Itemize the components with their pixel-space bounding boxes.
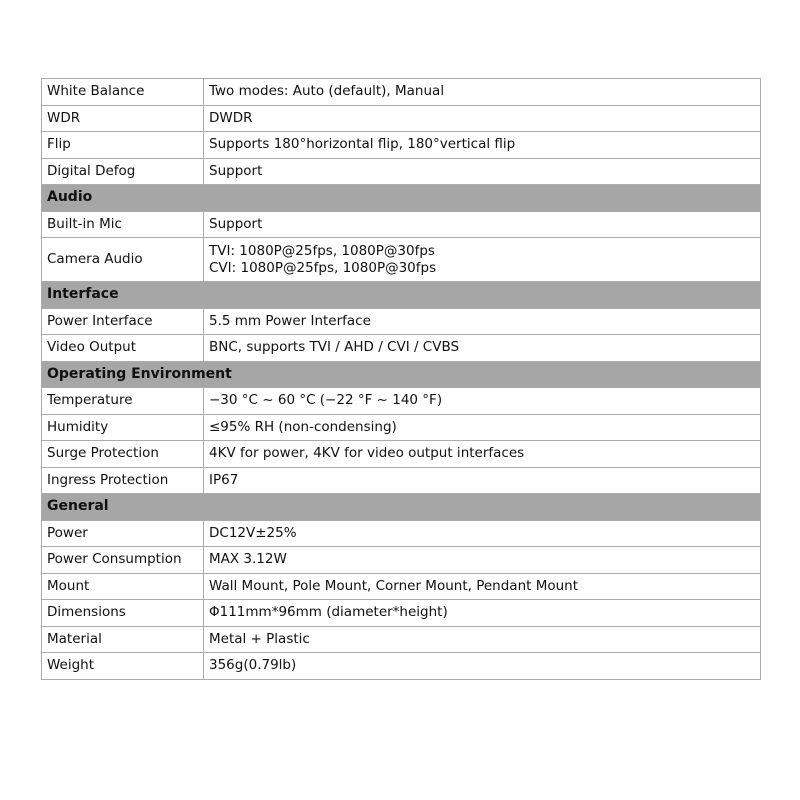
spec-value: MAX 3.12W — [204, 547, 761, 574]
section-header-row — [42, 185, 761, 212]
spec-value: BNC, supports TVI / AHD / CVI / CVBS — [204, 335, 761, 362]
spec-row — [42, 158, 761, 185]
spec-value: IP67 — [204, 467, 761, 494]
spec-row — [42, 626, 761, 653]
spec-value: DC12V±25% — [204, 520, 761, 547]
spec-label: Temperature — [42, 388, 204, 415]
spec-value: DWDR — [204, 105, 761, 132]
section-title: General — [42, 494, 761, 521]
spec-row — [42, 105, 761, 132]
spec-row — [42, 600, 761, 627]
spec-value: Φ111mm*96mm (diameter*height) — [204, 600, 761, 627]
section-title: Interface — [42, 282, 761, 309]
spec-label: Ingress Protection — [42, 467, 204, 494]
spec-row — [42, 335, 761, 362]
spec-row — [42, 520, 761, 547]
spec-value: 356g(0.79lb) — [204, 653, 761, 680]
spec-value: 4KV for power, 4KV for video output interfaces — [204, 441, 761, 468]
spec-row — [42, 547, 761, 574]
spec-label: Flip — [42, 132, 204, 159]
spec-value: Two modes: Auto (default), Manual — [204, 79, 761, 106]
spec-label: Power — [42, 520, 204, 547]
spec-label: Weight — [42, 653, 204, 680]
spec-row — [42, 308, 761, 335]
spec-row — [42, 388, 761, 415]
spec-table — [41, 78, 761, 680]
spec-label: White Balance — [42, 79, 204, 106]
spec-label: Mount — [42, 573, 204, 600]
spec-row — [42, 467, 761, 494]
spec-label: Dimensions — [42, 600, 204, 627]
spec-label: Video Output — [42, 335, 204, 362]
section-title: Audio — [42, 185, 761, 212]
spec-label: Power Consumption — [42, 547, 204, 574]
spec-row — [42, 414, 761, 441]
spec-row — [42, 238, 761, 282]
spec-label: Surge Protection — [42, 441, 204, 468]
spec-value: Support — [204, 211, 761, 238]
spec-row — [42, 653, 761, 680]
spec-label: Humidity — [42, 414, 204, 441]
spec-row — [42, 441, 761, 468]
spec-row — [42, 79, 761, 106]
section-header-row — [42, 282, 761, 309]
spec-value — [204, 238, 761, 282]
spec-value: ≤95% RH (non-condensing) — [204, 414, 761, 441]
spec-label: WDR — [42, 105, 204, 132]
spec-row — [42, 132, 761, 159]
spec-label: Built-in Mic — [42, 211, 204, 238]
spec-label: Digital Defog — [42, 158, 204, 185]
spec-value-line: CVI: 1080P@25fps, 1080P@30fps — [209, 259, 437, 276]
spec-row — [42, 211, 761, 238]
spec-value: Supports 180°horizontal flip, 180°vertical flip — [204, 132, 761, 159]
spec-value: Wall Mount, Pole Mount, Corner Mount, Pendant Mount — [204, 573, 761, 600]
spec-value: Metal + Plastic — [204, 626, 761, 653]
spec-row — [42, 573, 761, 600]
spec-label: Material — [42, 626, 204, 653]
section-title: Operating Environment — [42, 361, 761, 388]
section-header-row — [42, 361, 761, 388]
section-header-row — [42, 494, 761, 521]
spec-value: −30 °C ~ 60 °C (−22 °F ~ 140 °F) — [204, 388, 761, 415]
spec-value: 5.5 mm Power Interface — [204, 308, 761, 335]
spec-label: Camera Audio — [42, 238, 204, 282]
spec-value-line: TVI: 1080P@25fps, 1080P@30fps — [209, 242, 435, 259]
spec-label: Power Interface — [42, 308, 204, 335]
spec-value: Support — [204, 158, 761, 185]
